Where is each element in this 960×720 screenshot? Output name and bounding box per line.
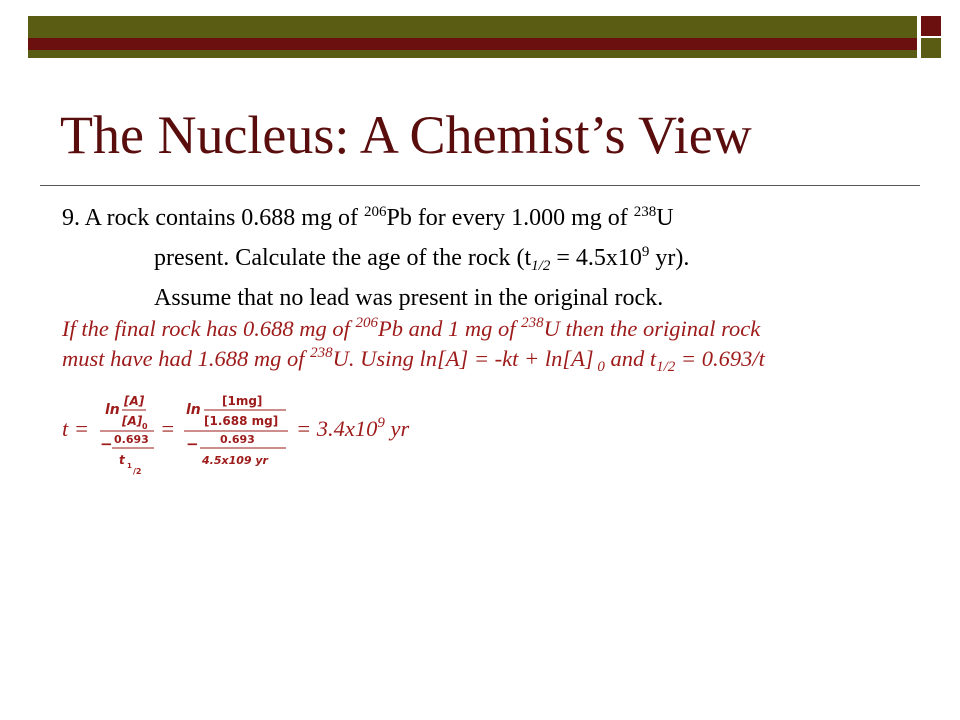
age-equation	[62, 394, 662, 484]
corner-square-maroon	[921, 16, 941, 36]
f1-denominator-sub: 0	[142, 422, 148, 431]
solution-text	[62, 314, 765, 374]
f2-denominator: [1.688 mg]	[204, 414, 279, 428]
f2-halflife: 4.5x109 yr	[202, 454, 268, 467]
title-banner	[28, 16, 917, 58]
solution-line-1: If the final rock has 0.688 mg of $^{206}$Pb and 1 mg of $^{238}$U then the original rock	[62, 315, 761, 341]
f2-constant: 0.693	[220, 433, 255, 446]
title-banner-stripe	[28, 38, 917, 50]
f1-halflife-sub: 1	[127, 462, 132, 470]
f1-numerator: [A]	[124, 394, 145, 408]
solution-line-2: must have had 1.688 mg of $^{238}$U. Using ln[A] = -kt + ln[A] $_0$ and $t_{1/2} = 0.693/t$	[62, 345, 765, 375]
equation-lhs: t =	[62, 416, 90, 441]
f2-numerator: [1mg]	[222, 394, 263, 408]
corner-square-olive	[921, 38, 941, 58]
problem-line-3: Assume that no lead was present in the original rock.	[154, 285, 664, 311]
f2-minus: −	[186, 435, 199, 453]
f1-halflife-sub2: /2	[133, 467, 142, 476]
f1-constant: 0.693	[114, 433, 149, 446]
equation-result: = $3.4x10^9$ yr	[296, 415, 410, 441]
title-divider	[40, 185, 920, 186]
equation-equals: =	[160, 416, 176, 441]
f1-halflife-t: t	[119, 453, 125, 467]
f1-minus: −	[100, 435, 113, 453]
f1-ln: ln	[105, 402, 120, 418]
slide-title: The Nucleus: A Chemist’s View	[60, 105, 752, 165]
f1-denominator: [A]	[122, 414, 143, 428]
problem-statement	[62, 198, 689, 318]
problem-line-1: 9. A rock contains 0.688 mg of $^{206}$Pb for every 1.000 mg of $^{238}$U	[62, 204, 674, 231]
problem-line-2: present. Calculate the age of the rock ($t_{1/2} = 4.5x10^9$ yr).	[154, 244, 690, 274]
f2-ln: ln	[186, 402, 201, 418]
